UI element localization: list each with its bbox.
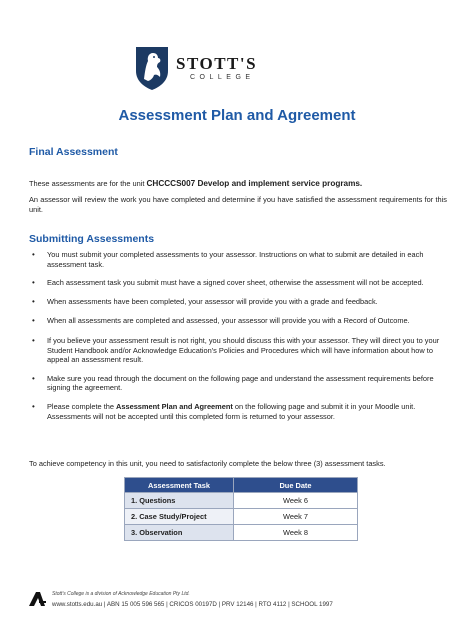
list-item: • You must submit your completed assessments to your assessor. Instructions on what to submit are detailed in each assessment task. — [29, 250, 449, 269]
list-item — [29, 402, 449, 421]
table-header-row — [125, 478, 358, 493]
list-item: • If you believe your assessment result is not right, you should discuss this with your assessor. They will direct you to your Student Handbook and/or Acknowledge Education's Policies and Procedures which will have information about how to appeal an assessment result. — [29, 336, 449, 365]
footer-registration: www.stotts.edu.au | ABN 15 005 596 565 | CRICOS 00197D | PRV 12146 | RTO 4112 | SCHOOL 1997 — [52, 601, 333, 608]
table-row — [125, 509, 358, 525]
list-item-prefix: Please complete the — [47, 401, 117, 411]
table-row — [125, 525, 358, 541]
acknowledge-logo-icon — [28, 591, 46, 607]
list-item-suffix: on the following page and submit it in your Moodle unit. Assessments will not be accepted until this completed form is returned to your assessor. — [47, 401, 416, 421]
list-item: • When all assessments are completed and assessed, your assessor will provide you with a Record of Outcome. — [29, 316, 449, 326]
unit-name: CHCCCS007 Develop and implement service programs. — [146, 179, 363, 188]
list-item: • Each assessment task you submit must have a signed cover sheet, otherwise the assessment will not be accepted. — [29, 278, 449, 288]
assessment-tasks-table — [124, 477, 358, 541]
list-item: • When assessments have been completed, your assessor will provide you with a grade and feedback. — [29, 297, 449, 307]
task-name: 1. Questions — [125, 493, 234, 509]
task-name: 2. Case Study/Project — [125, 509, 234, 525]
unit-intro-prefix: These assessments are for the unit — [29, 179, 147, 188]
table-row — [125, 493, 358, 509]
page-title: Assessment Plan and Agreement — [118, 107, 356, 124]
review-text: An assessor will review the work you have completed and determine if you have satisfied the assessment requirements for this unit. — [29, 195, 447, 214]
brand-name: STOTT'S — [176, 54, 258, 73]
brand-subtitle: COLLEGE — [190, 74, 255, 81]
competency-text: To achieve competency in this unit, you need to satisfactorily complete the below three (3) assessment tasks. — [29, 459, 386, 468]
task-name: 3. Observation — [125, 525, 234, 541]
due-date: Week 7 — [234, 509, 358, 525]
due-date: Week 6 — [234, 493, 358, 509]
column-header: Due Date — [234, 478, 358, 493]
due-date: Week 8 — [234, 525, 358, 541]
list-item-bold: Assessment Plan and Agreement — [116, 401, 233, 411]
footer-division-note: Stott's College is a division of Acknowledge Education Pty Ltd. — [52, 591, 190, 597]
final-assessment-heading: Final Assessment — [29, 146, 118, 158]
column-header: Assessment Task — [125, 478, 234, 493]
list-item: • Make sure you read through the document on the following page and understand the assessment requirements before signing the agreement. — [29, 374, 449, 393]
submitting-assessments-heading: Submitting Assessments — [29, 233, 155, 245]
submission-rules-list — [29, 250, 449, 421]
lion-shield-icon — [134, 45, 170, 91]
college-logo — [134, 44, 284, 92]
unit-intro — [29, 179, 447, 189]
